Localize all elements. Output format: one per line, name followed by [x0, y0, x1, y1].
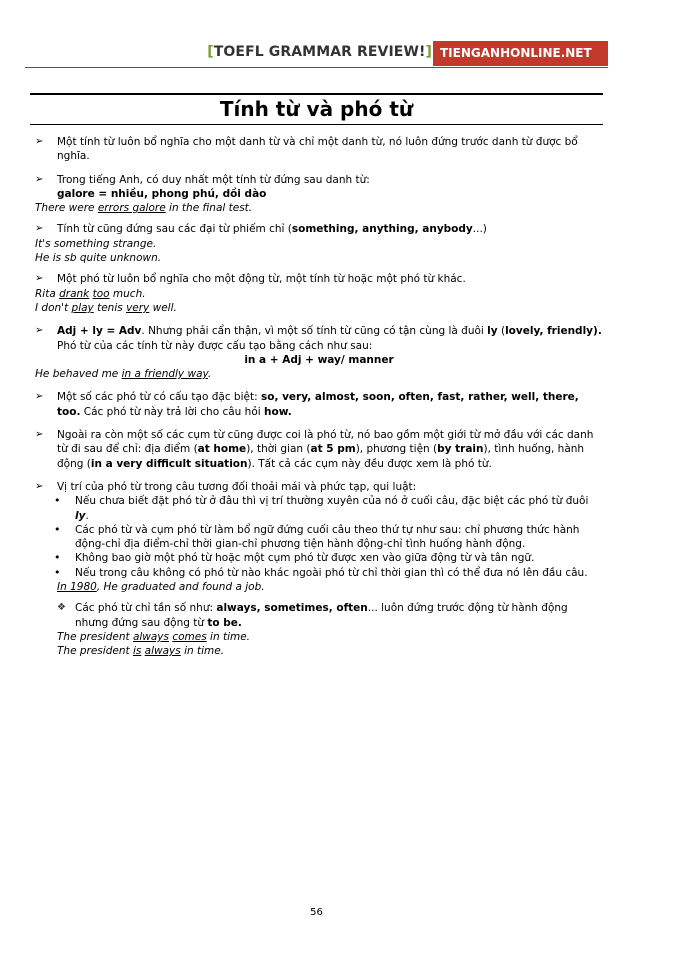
paragraph-1: ➢ Một tính từ luôn bổ nghĩa cho một danh từ và chỉ một danh từ, nó luôn đứng trước danh từ được bổ nghĩa. [35, 136, 578, 163]
example: I don't play tenis very well. [35, 301, 177, 314]
header-title: [TOEFL GRAMMAR REVIEW!] [207, 44, 432, 60]
paragraph-8: ➢ Vị trí của phó từ trong câu tương đối thoải mái và phức tạp, qui luật: [35, 480, 417, 493]
paragraph-3: ➢ Tính từ cũng đứng sau các đại từ phiếm chỉ (something, anything, anybody...) [35, 223, 487, 236]
example: He is sb quite unknown. [35, 252, 162, 265]
arrow-bullet-icon: ➢ [35, 173, 44, 185]
paragraph-4: ➢ Một phó từ luôn bổ nghĩa cho một động từ, một tính từ hoặc một phó từ khác. [35, 273, 466, 286]
bullet-icon: • [54, 551, 61, 565]
arrow-bullet-icon: ➢ [35, 223, 44, 235]
title-rule-bottom [30, 124, 603, 125]
list-item: • Nếu trong câu không có phó từ nào khác ngoài phó từ chỉ thời gian thì có thể đưa nó lên đầu câu. [54, 565, 588, 579]
example: It's something strange. [35, 237, 157, 250]
paragraph-5: ➢ Adj + ly = Adv. Nhưng phải cẩn thận, vì một số tính từ cũng có tận cùng là đuôi ly (lovely, friendly). Phó từ của các tính từ này được cấu tạo bằng cách như sau: [35, 325, 602, 352]
example: The president is always in time. [57, 645, 225, 658]
formula: in a + Adj + way/ manner [244, 353, 394, 366]
arrow-bullet-icon: ➢ [35, 480, 44, 492]
arrow-bullet-icon: ➢ [35, 273, 44, 285]
arrow-bullet-icon: ➢ [35, 429, 44, 441]
example: There were errors galore in the final test. [35, 202, 253, 215]
example: The president always comes in time. [57, 630, 251, 643]
example: In 1980, He graduated and found a job. [57, 581, 265, 594]
list-item: • Không bao giờ một phó từ hoặc một cụm phó từ được xen vào giữa động từ và tân ngữ. [54, 551, 535, 565]
diamond-bullet-icon: ❖ [57, 602, 66, 614]
arrow-bullet-icon: ➢ [35, 136, 44, 147]
list-item: • Nếu chưa biết đặt phó từ ở đâu thì vị trí thường xuyên của nó ở cuối câu, đặc biệt các phó từ đuôi ly. [54, 494, 589, 522]
site-name: TIENGANHONLINE.NET [440, 46, 592, 60]
content [35, 135, 603, 659]
paragraph-6: ➢ Một số các phó từ có cấu tạo đặc biệt: so, very, almost, soon, often, fast, rather, well, there, too. Các phó từ này trả lời cho câu hỏi how. [35, 391, 579, 418]
bullet-icon: • [54, 522, 61, 536]
list-item: • Các phó từ và cụm phó từ làm bổ ngữ đứng cuối câu theo thứ tự như sau: chỉ phương thức hành động-chỉ địa điểm-chỉ thời gian-chỉ phương tiện hành động-chỉ tình huống hành động. [54, 522, 580, 551]
page-title: Tính từ và phó từ [219, 97, 414, 121]
page-header [0, 41, 700, 66]
paragraph-2: ➢ Trong tiếng Anh, có duy nhất một tính từ đứng sau danh từ: galore = nhiều, phong phú, dồi dào [35, 173, 370, 200]
arrow-bullet-icon: ➢ [35, 325, 44, 337]
bullet-icon: • [54, 494, 61, 508]
title-rule-top [30, 93, 603, 95]
page-number: 56 [310, 907, 323, 918]
header-divider [25, 67, 608, 68]
example: He behaved me in a friendly way. [35, 368, 212, 381]
bullet-icon: • [54, 565, 61, 579]
site-badge [433, 41, 608, 66]
frequency-adverbs-note: ❖ Các phó từ chỉ tần số như: always, sometimes, often... luôn đứng trước động từ hành động nhưng đứng sau động từ to be. [57, 602, 568, 629]
paragraph-7: ➢ Ngoài ra còn một số các cụm từ cũng được coi là phó từ, nó bao gồm một giới từ mở đầu với các danh từ đi sau để chỉ: địa điểm (at home), thời gian (at 5 pm), phương tiện (by train), tình huống, hành động (in a very difficult situation). Tất cả các cụm này đều được xem là phó từ. [35, 429, 594, 470]
arrow-bullet-icon: ➢ [35, 391, 44, 403]
example: Rita drank too much. [35, 287, 146, 300]
